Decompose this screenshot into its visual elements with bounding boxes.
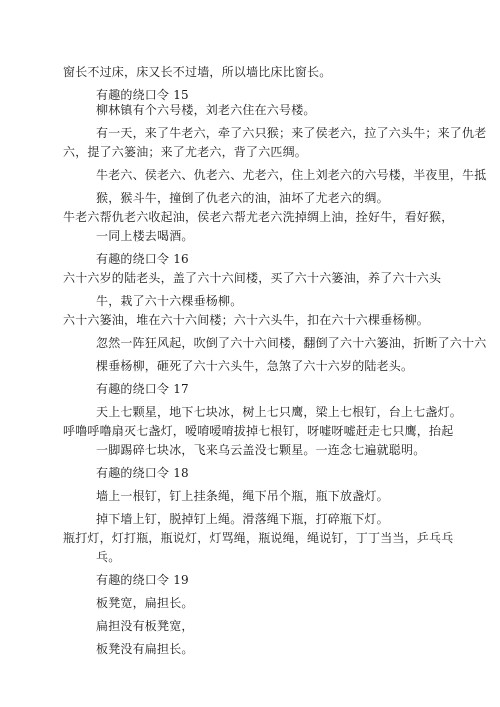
body-text-line: 扁担没有板凳宽， — [96, 619, 194, 633]
body-text-line: 窗长不过床，床又长不过墙，所以墙比床比窗长。 — [63, 65, 332, 79]
body-text-line: 板凳宽，扁担长。 — [96, 596, 194, 610]
body-text-line: 乓。 — [96, 550, 121, 564]
body-text-line: 棵垂杨柳，砸死了六十六头牛，急煞了六十六岁的陆老头。 — [96, 359, 414, 373]
body-text-line: 墙上一根钉，钉上挂条绳，绳下吊个瓶，瓶下放盏灯。 — [96, 489, 389, 503]
body-text-line: 呼噜呼噜扇灭七盏灯，嗳唷嗳唷拔掉七根钉，呀嘘呀嘘赶走七只鹰，抬起 — [63, 424, 454, 438]
body-text-line: 牛，栽了六十六棵垂杨柳。 — [96, 294, 243, 308]
body-text-line: 牛老六帮仇老六收起油，侯老六帮尤老六洗掉绸上油，拴好牛，看好猴， — [63, 210, 454, 224]
body-text-line: 一脚踢碎七块冰，飞来乌云盖没七颗星。一连念七遍就聪明。 — [96, 443, 426, 457]
body-text-line: 六，提了六篓油；来了尤老六，背了六匹绸。 — [63, 145, 308, 159]
body-text-line: 一同上楼去喝酒。 — [96, 229, 194, 243]
body-text-line: 猴，猴斗牛，撞倒了仇老六的油，油坏了尤老六的绸。 — [96, 191, 389, 205]
body-text-line: 六十六岁的陆老头，盖了六十六间楼，买了六十六篓油，养了六十六头 — [63, 271, 442, 285]
section-heading-15: 有趣的绕口令 15 — [96, 88, 189, 102]
body-text-line: 天上七颗星，地下七块冰，树上七只鹰，梁上七根钉，台上七盏灯。 — [96, 405, 463, 419]
section-heading-18: 有趣的绕口令 18 — [96, 466, 189, 480]
body-text-line: 忽然一阵狂风起，吹倒了六十六间楼，翻倒了六十六篓油，折断了六十六 — [96, 336, 487, 350]
body-text-line: 板凳没有扁担长。 — [96, 642, 194, 656]
body-text-line: 柳林镇有个六号楼，刘老六住在六号楼。 — [96, 103, 316, 117]
body-text-line: 牛老六、侯老六、仇老六、尤老六，住上刘老六的六号楼，半夜里，牛抵 — [96, 168, 487, 182]
body-text-line: 六十六篓油，堆在六十六间楼；六十六头牛，扣在六十六棵垂杨柳。 — [63, 313, 430, 327]
body-text-line: 瓶打灯，灯打瓶，瓶说灯，灯骂绳，瓶说绳，绳说钉，丁丁当当，乒乓乓 — [63, 531, 454, 545]
section-heading-19: 有趣的绕口令 19 — [96, 573, 189, 587]
section-heading-16: 有趣的绕口令 16 — [96, 252, 189, 266]
body-text-line: 有一天，来了牛老六，牵了六只猴；来了侯老六，拉了六头牛；来了仇老 — [96, 126, 487, 140]
section-heading-17: 有趣的绕口令 17 — [96, 382, 189, 396]
body-text-line: 掉下墙上钉，脱掉钉上绳。滑落绳下瓶，打碎瓶下灯。 — [96, 512, 389, 526]
